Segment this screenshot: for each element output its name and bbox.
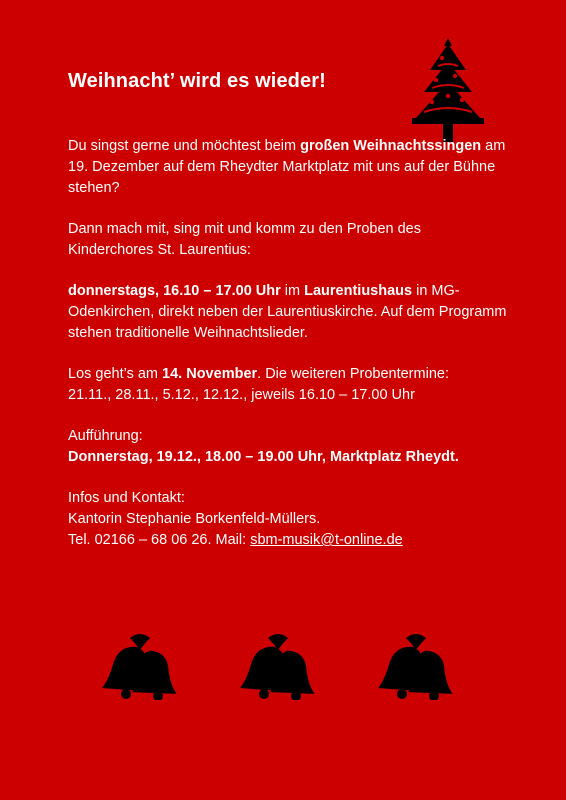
start-date: 14. November	[162, 366, 258, 382]
rehearsal-paragraph	[68, 281, 508, 344]
intro-text-1: Du singst gerne und möchtest beim	[68, 138, 301, 154]
invite-paragraph	[68, 219, 508, 261]
event-name: großen Weihnachtssingen	[300, 138, 482, 154]
email-link[interactable]: sbm-musik@t-online.de	[250, 532, 403, 548]
performance-label: Aufführung:	[68, 428, 143, 444]
rehearsal-text-2: in MG-Odenkirchen, direkt neben der Laurentiuskirche. Auf dem Programm stehen traditionelle Weihnachtslieder.	[68, 283, 507, 341]
invite-text: Dann mach mit, sing mit und komm zu den Proben des Kinderchores St. Laurentius:	[68, 221, 421, 258]
page-title: Weihnacht’ wird es wieder!	[68, 70, 326, 92]
christmas-bells-icon	[100, 630, 182, 700]
rehearsal-text-1: im	[280, 283, 305, 299]
performance-details: Donnerstag, 19.12., 18.00 – 19.00 Uhr, Marktplatz Rheydt.	[68, 449, 459, 465]
start-text-2: . Die weiteren Probentermine:	[257, 366, 449, 382]
dates-paragraph	[68, 364, 508, 406]
contact-phone: Tel. 02166 – 68 06 26. Mail:	[68, 532, 251, 548]
performance-paragraph	[68, 426, 508, 468]
christmas-bells-icon	[376, 630, 458, 700]
contact-label: Infos und Kontakt:	[68, 490, 185, 506]
start-text-1: Los geht’s am	[68, 366, 163, 382]
contact-name: Kantorin Stephanie Borkenfeld-Müllers.	[68, 511, 321, 527]
further-dates: 21.11., 28.11., 5.12., 12.12., jeweils 16.10 – 17.00 Uhr	[68, 387, 415, 403]
bells-row	[0, 630, 566, 710]
rehearsal-time: donnerstags, 16.10 – 17.00 Uhr	[68, 283, 281, 299]
intro-text-2: am 19. Dezember auf dem Rheydter Marktplatz mit uns auf der Bühne stehen?	[68, 138, 506, 196]
main-text	[68, 136, 508, 571]
rehearsal-location: Laurentiushaus	[304, 283, 413, 299]
contact-paragraph	[68, 488, 508, 551]
christmas-bells-icon	[238, 630, 320, 700]
christmas-tree-icon	[408, 36, 488, 146]
intro-paragraph	[68, 136, 508, 199]
